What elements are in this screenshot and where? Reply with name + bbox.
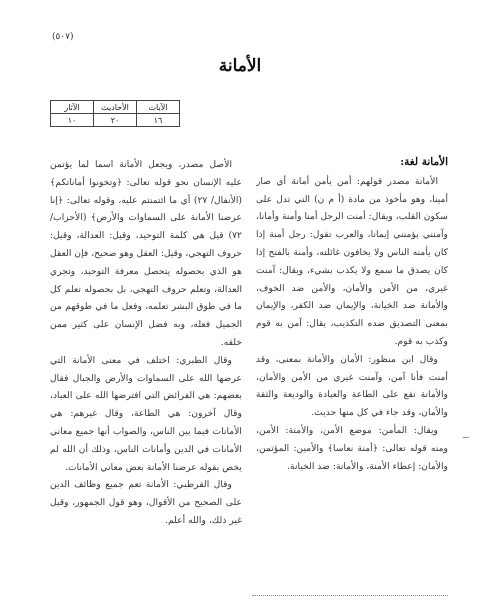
stats-value-verses: ١٦: [137, 114, 180, 127]
stats-header-hadiths: الأحاديث: [94, 101, 137, 114]
stats-table: [50, 100, 180, 127]
right-paragraph-3: ويقال: المأمن: موضع الأمن، والأمنة: الأمن، ومنه قوله تعالى: ﴿أمنة نعاسا﴾ والأمين: المؤتمن، والأمان: إعطاء الأمنة، والأمانة: ضد الخيانة.: [256, 424, 448, 472]
left-paragraph-3: وقال القرطبي: الأمانة تعم جميع وظائف الدين على الصحيح من الأقوال، وهو قول الجمهور، وقيل غير ذلك، والله أعلم.: [50, 479, 242, 526]
page-number: (٥٠٧): [52, 32, 74, 42]
right-paragraph-1: الأمانة مصدر قولهم: أمن يأمن أمانة أي صار أمينا، وهو مأخوذ من مادة (أ م ن) التي تدل على سكون القلب، ويقال: أمنت الرجل أمنا وأمنة وأمانا، وآمنني يؤمنني إيمانا، والعرب تقول: رجل أمنة إذا كان يأمنه الناس ولا يخافون غائلته، وأمنة بالفتح إذا كان يصدق ما سمع ولا يكذب بشيء، ويقال: آمنت غيري، من الأمن والأمان، والأمن ضد الخوف، والأمانة ضد الخيانة، والإيمان ضد الكفر، والإيمان بمعنى التصديق ضده التكذيب، يقال: آمن به قوم وكذب به قوم.: [256, 175, 448, 347]
stats-header-verses: الآيات: [137, 101, 180, 114]
stats-value-hadiths: ٢٠: [94, 114, 137, 127]
stats-header-athar: الآثار: [51, 101, 94, 114]
stats-value-athar: ١٠: [51, 114, 94, 127]
footer-rule: [252, 595, 448, 596]
right-column: [256, 154, 448, 594]
page-title: الأمانة: [218, 56, 262, 76]
stats-header-row: [51, 101, 180, 114]
left-paragraph-1: الأصل مصدر، ويجعل الأمانة اسما لما يؤتمن عليه الإنسان نحو قوله تعالى: ﴿وتخونوا أماناتكم﴾ (الأنفال/ ٢٧) أي ما ائتمنتم عليه، وقوله تعالى: ﴿إنا عرضنا الأمانة على السماوات والأرض﴾ (الأحزاب/ ٧٢) قيل هي كلمة التوحيد، وقيل: العدالة، وقيل: حروف التهجي، وقيل: العقل وهو صحيح، فإن العقل هو الذي بحصوله يتحصل معرفة التوحيد، وتجري العدالة، وتعلم حروف التهجي، بل بحصوله تعلم كل ما في طوق البشر تعلمه، وفعل ما في طوقهم من الجميل فعله، وبه فضل الإنسان على كثير ممن خلقه.: [50, 159, 242, 348]
section-heading: الأمانة لغة:: [400, 156, 448, 168]
margin-mark: [463, 437, 469, 438]
stats-value-row: [51, 114, 180, 127]
left-paragraph-2: وقال الطبري: اختلف في معنى الأمانة التي عرضها الله على السماوات والأرض والجبال فقال بعضهم: هي الفرائض التي افترضها الله على العباد، وقال آخرون: هي الطاعة، وقال غيرهم: هي الأمانات فيما بين الناس، والصواب أنها جميع معاني الأمانات في الدين وأمانات الناس، وذلك أن الله لم يخص بقوله عرضنا الأمانة بعض معاني الأمانات.: [50, 354, 242, 473]
left-column: [50, 156, 242, 596]
right-paragraph-2: وقال ابن منظور: الأمان والأمانة بمعنى، وقد أمنت فأنا آمن، وآمنت غيري من الأمن والأمان، والأمانة تقع على الطاعة والعبادة والوديعة والثقة والأمان، وقد جاء في كل منها حديث.: [256, 353, 448, 419]
